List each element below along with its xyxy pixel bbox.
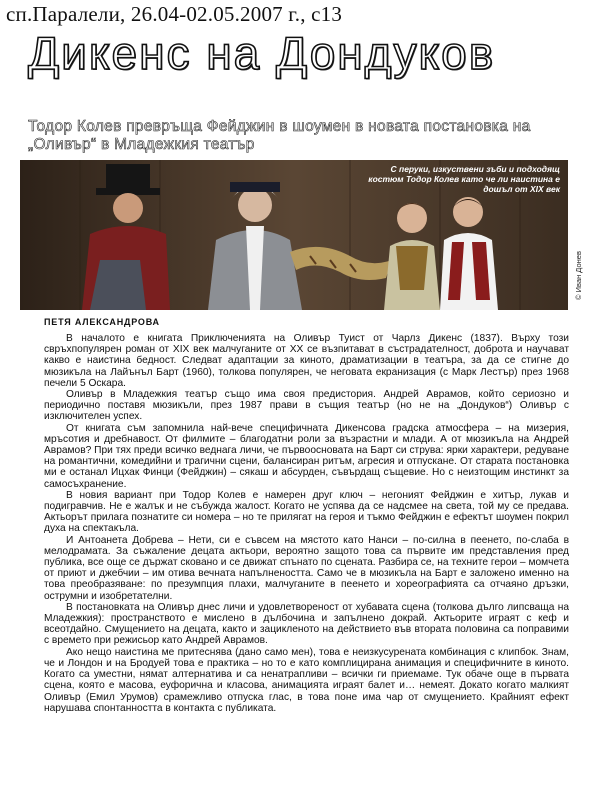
paragraph: В постановката на Оливър днес личи и удовлетвореност от хубавата сцена (толкова дълго липсваща на Младежкия): пространството е мислено в дълбочина и запълнено докрай. Актьорите играят с кеф и всеотдайно. Смущението на децата, както и зацикленото на действието във втората половина са поправими с времето при режисьор като Андрей Аврамов. [44, 601, 569, 647]
source-line: сп.Паралели, 26.04-02.05.2007 г., с13 [6, 2, 343, 26]
article-body [44, 333, 569, 795]
article-photo [20, 160, 568, 310]
photo-caption: С перуки, изкуствени зъби и подходящ костюм Тодор Колев като че ли наистина е дошъл от XIX век [368, 164, 560, 194]
subheadline: Тодор Колев превръща Фейджин в шоумен в новата постановка на „Оливър“ в Младежкия театър [28, 118, 531, 153]
paragraph: Ако нещо наистина ме притеснява (дано само мен), това е неизкусурената комбинация с клипбок. Знам, че и Лондон и на Бродуей това е практика – но то е като комплицирана анимация и специфичните в киното. Когато са уместни, нямат алтернатива и са ненатрапливи – всички ги приемаме. Тук обаче още в първата сцена, която е масова, еуфорична и класова, анимацията играят балет и… немеят. Докато когато малкият Оливър (Емил Урумов) срамежливо отпуска глас, в това поне има чар от смущението. Крайният ефект нарушава спонтанността в контакта с публиката. [44, 646, 569, 714]
paragraph: В новия вариант при Тодор Колев е намерен друг ключ – негоният Фейджин е хитър, лукав и подигравчив. Не е жалък и не събужда жалост. Когато не успява да се надсмее на света, той му се предава. Актьорът прилага познатите си номера – но те прилягат на героя и тъкмо Фейджин е ефектът шоумен покрил духа на спектакъла. [44, 489, 569, 535]
headline: Дикенс на Дондуков [28, 27, 496, 79]
paragraph: От книгата съм запомнила най-вече специфичната Дикенсова градска атмосфера – на мизерия, мръсотия и дребнавост. От филмите – благодатни роли за възрастни и млади. А от мюзикъла на Андрей Аврамов? При тях преди всичко веднага личи, че първоосновата на Барт си струва: ярки характери, редуване на романтични, комедийни и трагични сцени, балансиран ритъм, агресия и отпускане. От старата постановка ми е останал Ицхак Финци (Фейджин) – сякаш и абсурден, съвърдащ същевие. Но с неизтощим инстинкт за самосъхранение. [44, 422, 569, 490]
photo-credit: © Иван Донев [574, 251, 583, 300]
paragraph: Оливър в Младежкия театър също има своя предистория. Андрей Аврамов, който сериозно и периодично поставя мюзикъли, през 1987 прави в същия театър (но не на „Дондуков“) Оливър с изключителен успех. [44, 389, 569, 423]
author-byline: ПЕТЯ АЛЕКСАНДРОВА [44, 317, 160, 327]
paragraph: В началото е книгата Приключенията на Оливър Туист от Чарлз Дикенс (1837). Върху този свръхпопулярен роман от XIX век малчуганите от XX се възпитават в състрадателност, доброта и научават какво е наистина бедност. Следват адаптации за киното, драматизации в театъра, за да се стигне до мюзикъла на Лайънъл Барт (1960), толкова популярен, че неговата екранизация (с Марк Лестър) през 1968 печели 5 Оскара. [44, 333, 569, 389]
paragraph: И Антоанета Добрева – Нети, си е съвсем на мястото като Нанси – по-силна в пеенето, по-слаба в мелодрамата. За съжаление децата актьори, вероятно защото това са първите им представления пред публика, все още се държат сковано и се движат спънато по сцената. Разбира се, на техните герои – момчета от приют и джебчии – им отива вечната напълнеността. Само че в мюзикъла на Барт е заложено именно на това преобразяване: по презумпция плахи, малчуганите в пеенето и хореографията са отчаяно дръзки, острумни и изобретателни. [44, 534, 569, 602]
